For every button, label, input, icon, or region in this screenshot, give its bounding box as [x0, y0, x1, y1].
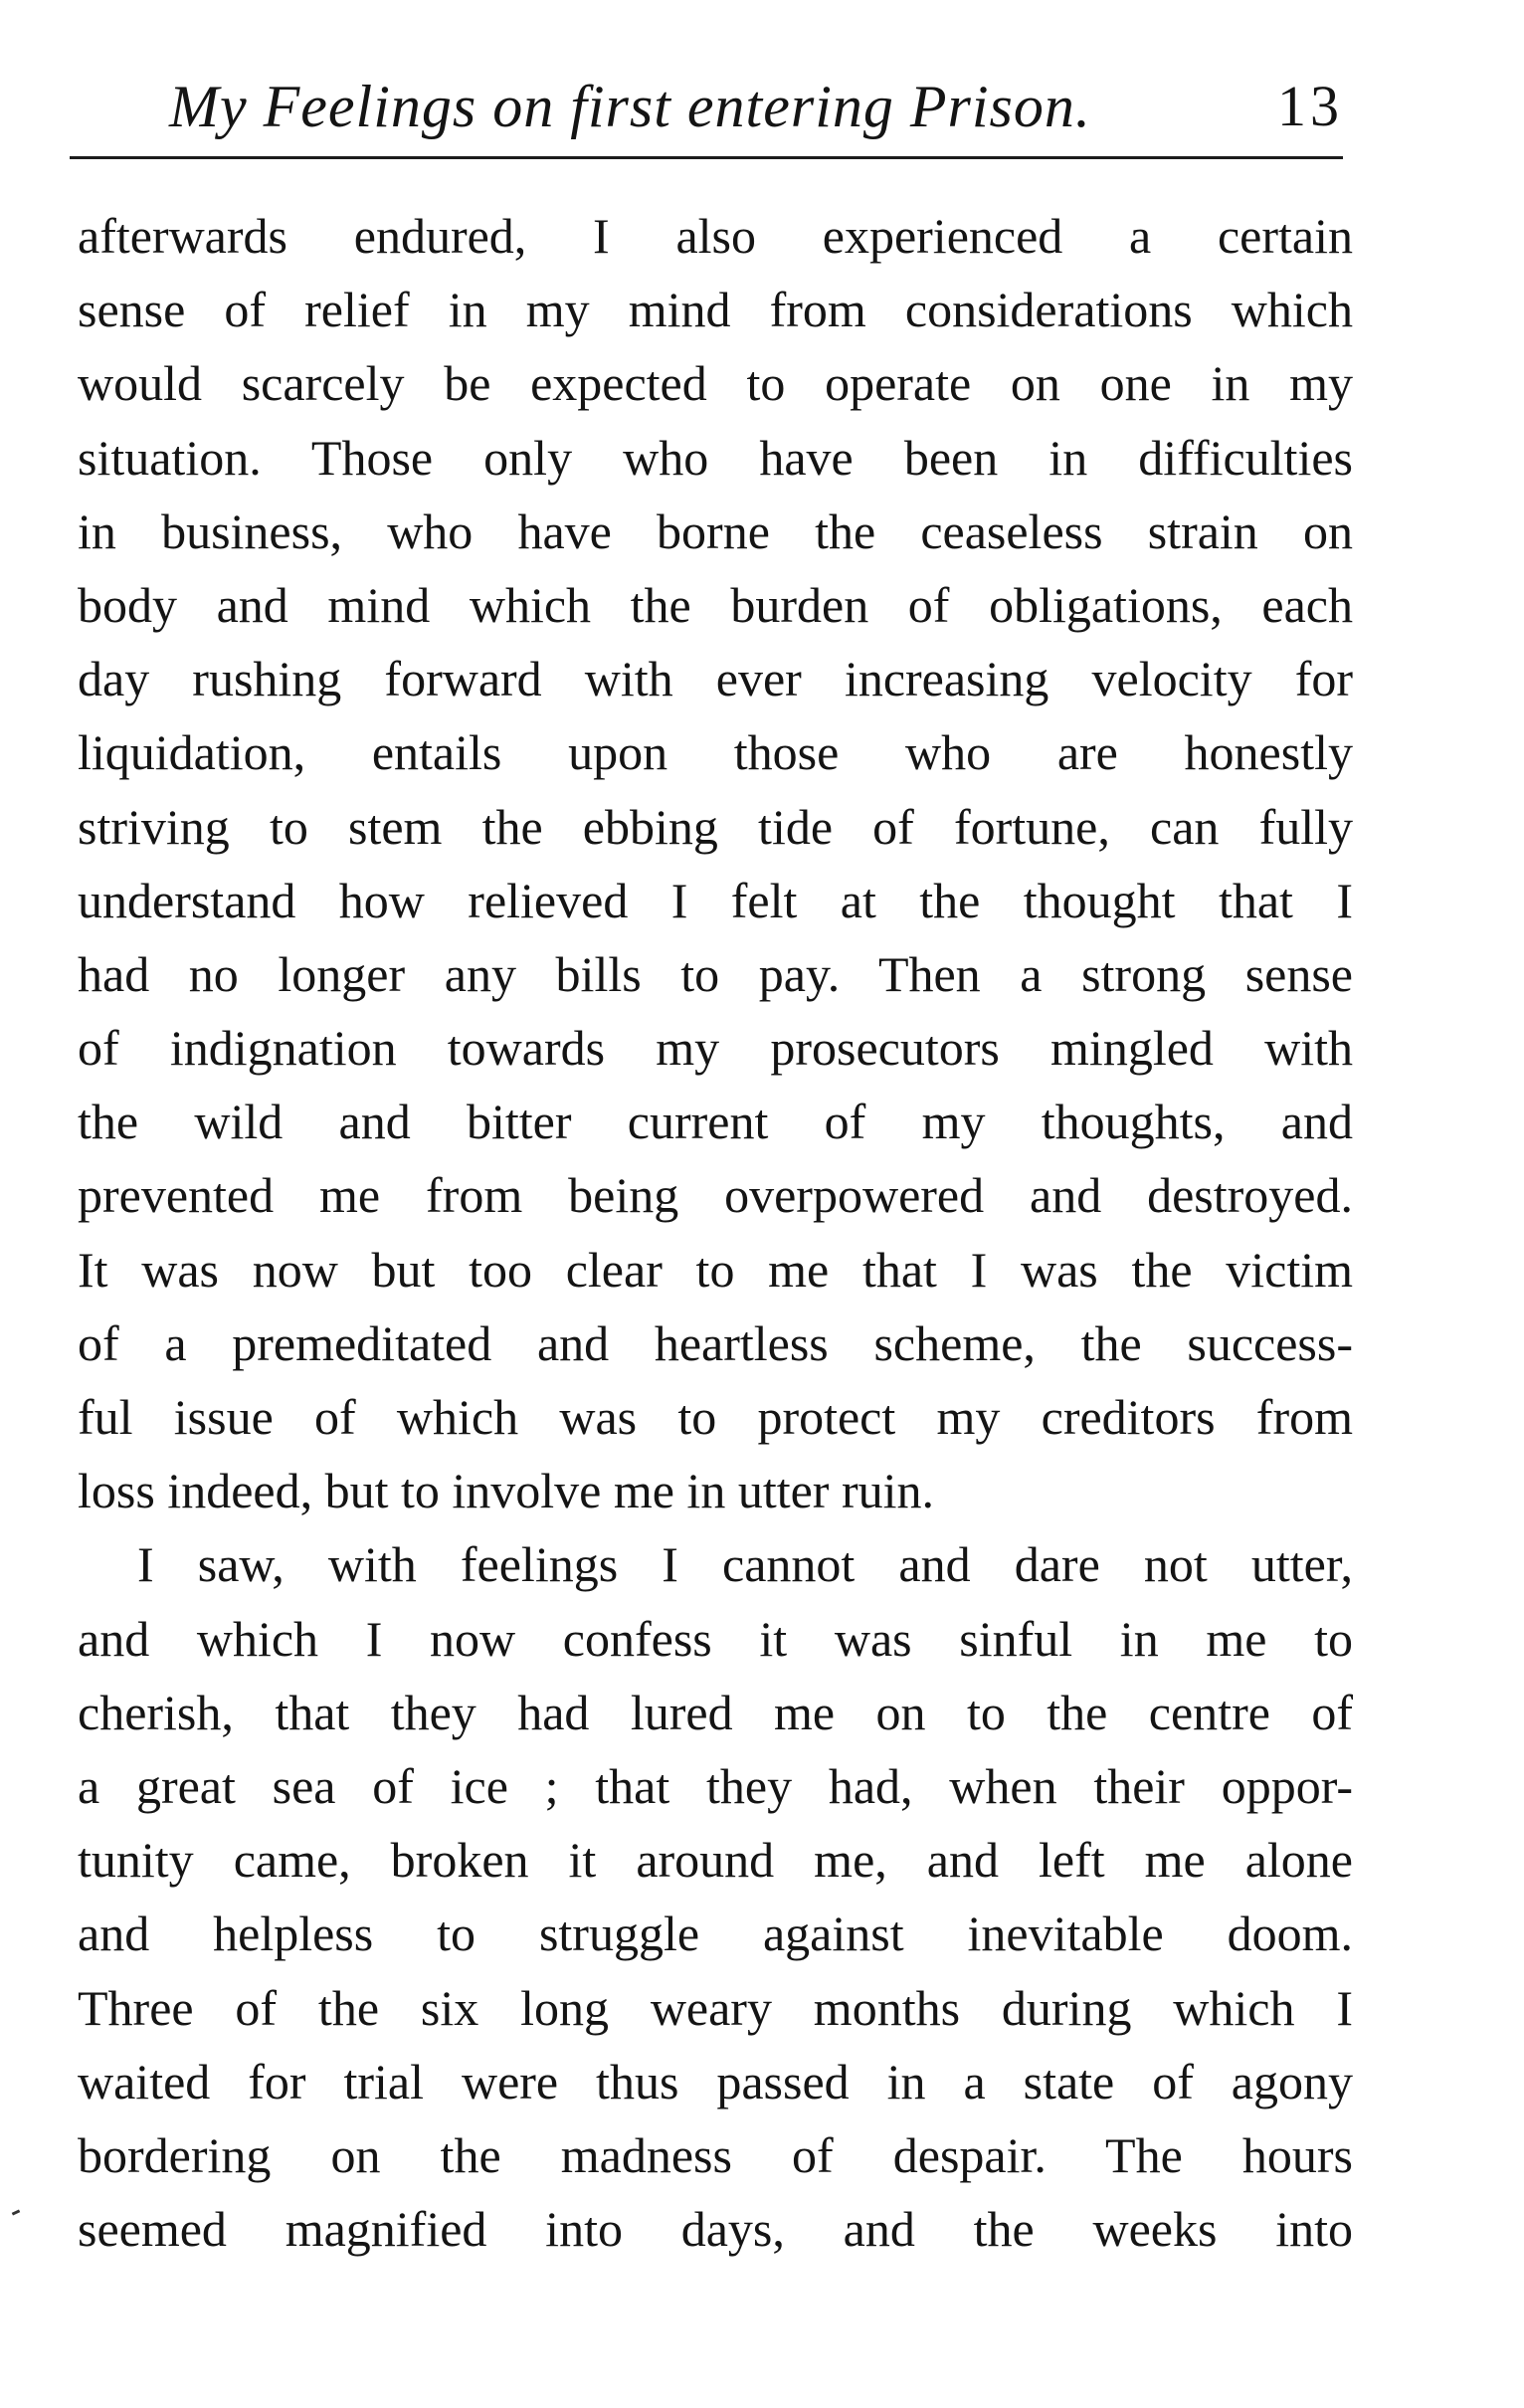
text-line: and helpless to struggle against inevitable doom. [78, 1906, 1353, 1962]
page-number: 13 [1277, 74, 1343, 138]
text-line: prevented me from being overpowered and destroyed. [78, 1167, 1353, 1224]
text-line: ful issue of which was to protect my creditors from [78, 1389, 1353, 1445]
text-line: cherish, that they had lured me on to the centre of [78, 1684, 1353, 1740]
body-text [78, 199, 1353, 2266]
running-head [149, 62, 1343, 151]
text-line: waited for trial were thus passed in a state of agony [78, 2053, 1353, 2109]
text-line: body and mind which the burden of obligations, each [78, 576, 1353, 633]
print-speck [12, 2209, 21, 2215]
running-title: My Feelings on first entering Prison. [169, 74, 1091, 139]
text-line: striving to stem the ebbing tide of fortune, can fully [78, 798, 1353, 855]
text-line: seemed magnified into days, and the weeks into [78, 2201, 1353, 2258]
text-line: of indignation towards my prosecutors mingled with [78, 1020, 1353, 1077]
text-line: and which I now confess it was sinful in me to [78, 1610, 1353, 1667]
text-line: understand how relieved I felt at the thought that I [78, 872, 1353, 928]
text-line: loss indeed, but to involve me in utter ruin. [78, 1463, 934, 1519]
text-line: situation. Those only who have been in difficulties [78, 429, 1353, 486]
text-line: sense of relief in my mind from considerations which [78, 282, 1353, 338]
text-line: tunity came, broken it around me, and left me alone [78, 1832, 1353, 1889]
text-line: would scarcely be expected to operate on one in my [78, 355, 1353, 412]
paragraph-1 [78, 199, 1353, 1527]
text-line: of a premeditated and heartless scheme, the success- [78, 1314, 1353, 1371]
text-line: bordering on the madness of despair. The hours [78, 2126, 1353, 2183]
paragraph-2 [78, 1527, 1353, 2266]
text-line: I saw, with feelings I cannot and dare not utter, [137, 1536, 1353, 1593]
text-line: the wild and bitter current of my thoughts, and [78, 1094, 1353, 1150]
header-rule [70, 156, 1343, 159]
text-line: afterwards endured, I also experienced a certain [78, 208, 1353, 264]
text-line: Three of the six long weary months during which I [78, 1979, 1353, 2036]
text-line: a great sea of ice ; that they had, when their oppor- [78, 1757, 1353, 1814]
text-line: liquidation, entails upon those who are honestly [78, 724, 1353, 781]
text-line: day rushing forward with ever increasing velocity for [78, 651, 1353, 707]
text-line: had no longer any bills to pay. Then a strong sense [78, 945, 1353, 1002]
text-line: in business, who have borne the ceaseless strain on [78, 502, 1353, 559]
text-line: It was now but too clear to me that I was the victim [78, 1241, 1353, 1298]
